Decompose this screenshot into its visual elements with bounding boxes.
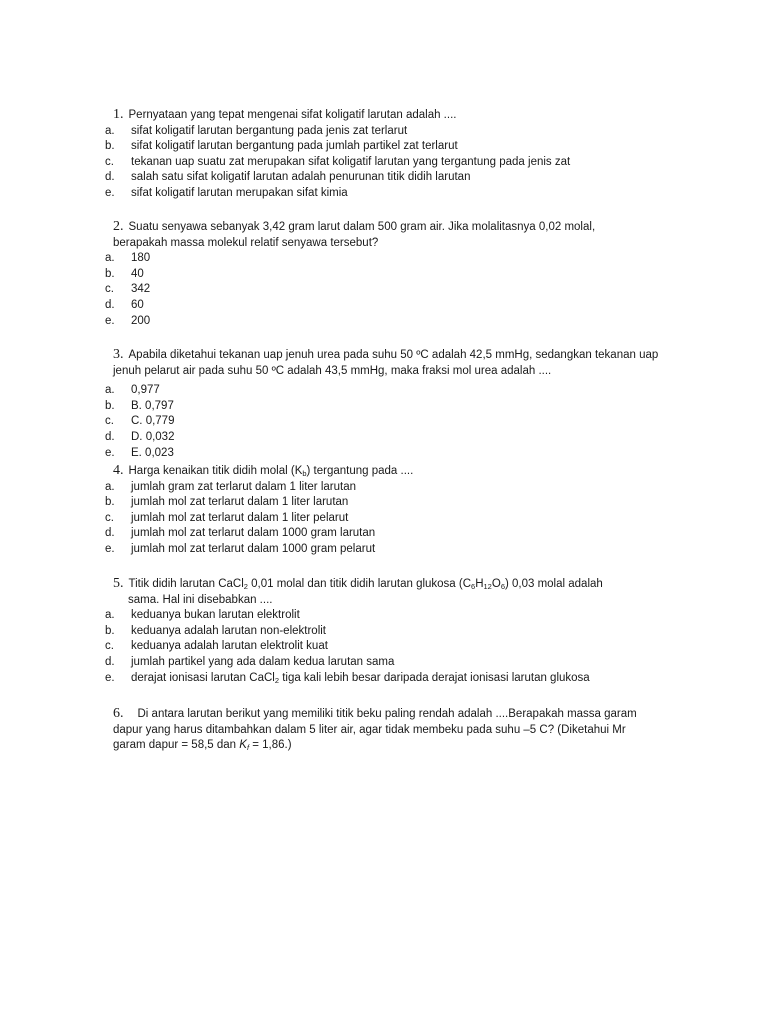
option-label: a.: [105, 609, 115, 622]
option-text-part: derajat ionisasi larutan CaCl: [131, 671, 275, 684]
question-1-stem: [105, 107, 665, 124]
option-4a: [105, 480, 665, 496]
option-5e: [105, 671, 705, 687]
question-text: Di antara larutan berikut yang memiliki titik beku paling rendah adalah ....Berapakah massa garam: [137, 708, 637, 720]
option-3e: [105, 446, 685, 462]
question-2: [105, 219, 665, 329]
question-text-continued: berapakah massa molekul relatif senyawa tersebut?: [113, 236, 379, 249]
option-label: a.: [105, 124, 115, 137]
question-text-part: garam dapur = 58,5 dan: [113, 739, 240, 752]
option-1c: [105, 155, 665, 171]
option-1d: [105, 170, 665, 186]
question-4: [105, 463, 665, 558]
option-text: sifat koligatif larutan merupakan sifat kimia: [131, 186, 348, 199]
subscript: 2: [274, 675, 279, 685]
option-text: jumlah gram zat terlarut dalam 1 liter larutan: [131, 480, 356, 493]
question-text: ) 0,03 molal adalah: [504, 578, 603, 590]
question-text: Apabila diketahui tekanan uap jenuh urea pada suhu 50 ºC adalah 42,5 mmHg, sedangkan tekanan uap: [128, 349, 659, 361]
option-text: tekanan uap suatu zat merupakan sifat koligatif larutan yang tergantung pada jenis zat: [131, 155, 571, 168]
option-label: e.: [105, 671, 115, 684]
question-5: [105, 576, 705, 686]
option-text: [131, 671, 590, 687]
question-6: [105, 706, 705, 754]
option-5a: [105, 608, 705, 624]
option-label: b.: [105, 399, 115, 412]
question-number: 3.: [113, 347, 124, 362]
option-4b: [105, 495, 665, 511]
option-text: jumlah mol zat terlarut dalam 1000 gram larutan: [131, 527, 376, 540]
option-text: 200: [131, 314, 151, 327]
subscript: b: [302, 469, 307, 478]
question-text-continued: sama. Hal ini disebabkan ....: [128, 593, 273, 606]
option-text: keduanya adalah larutan elektrolit kuat: [131, 640, 328, 653]
option-text: E. 0,023: [131, 446, 174, 459]
option-label: d.: [105, 298, 115, 311]
question-text-part: = 1,86.): [249, 739, 292, 752]
subscript: 2: [243, 582, 248, 591]
subscript: 12: [483, 582, 492, 591]
option-label: b.: [105, 267, 115, 280]
option-label: a.: [105, 384, 115, 397]
option-text: B. 0,797: [131, 399, 174, 412]
option-3c: [105, 414, 685, 430]
option-label: c.: [105, 415, 114, 428]
question-text: Suatu senyawa sebanyak 3,42 gram larut dalam 500 gram air. Jika molalitasnya 0,02 molal,: [128, 221, 596, 233]
option-label: b.: [105, 496, 115, 509]
option-label: c.: [105, 155, 114, 168]
option-3b: [105, 399, 685, 415]
question-text-continued: jenuh pelarut air pada suhu 50 ºC adalah 43,5 mmHg, maka fraksi mol urea adalah ....: [113, 364, 552, 377]
constant-symbol: K: [239, 739, 247, 752]
option-label: e.: [105, 314, 115, 327]
option-1e: [105, 186, 665, 202]
question-number: 5.: [113, 576, 124, 591]
option-2d: [105, 298, 665, 314]
option-label: d.: [105, 171, 115, 184]
option-text: 180: [131, 252, 151, 265]
question-number: 4.: [113, 463, 124, 478]
subscript: 6: [471, 582, 476, 591]
option-4d: [105, 526, 665, 542]
question-4-stem: [105, 463, 665, 480]
option-text: keduanya adalah larutan non-elektrolit: [131, 624, 326, 637]
question-1: [105, 107, 665, 202]
option-text: jumlah partikel yang ada dalam kedua larutan sama: [131, 655, 395, 668]
option-3a: [105, 383, 685, 399]
option-4c: [105, 511, 665, 527]
option-text: sifat koligatif larutan bergantung pada jumlah partikel zat terlarut: [131, 140, 458, 153]
option-label: b.: [105, 624, 115, 637]
option-text: 60: [131, 298, 144, 311]
option-4e: [105, 542, 665, 558]
option-text: C. 0,779: [131, 415, 175, 428]
option-label: d.: [105, 655, 115, 668]
question-text-continued: [105, 738, 705, 754]
option-label: b.: [105, 140, 115, 153]
option-label: c.: [105, 511, 114, 524]
option-1a: [105, 124, 665, 140]
option-2b: [105, 267, 665, 283]
question-text: Pernyataan yang tepat mengenai sifat koligatif larutan adalah ....: [128, 109, 457, 121]
option-5d: [105, 655, 705, 671]
option-label: c.: [105, 640, 114, 653]
option-text-part: tiga kali lebih besar daripada derajat ionisasi larutan glukosa: [279, 671, 590, 684]
option-text: jumlah mol zat terlarut dalam 1000 gram pelarut: [131, 542, 376, 555]
question-text-continued: dapur yang harus ditambahkan dalam 5 liter air, agar tidak membeku pada suhu –5 C? (Diketahui Mr: [113, 723, 626, 736]
option-text: salah satu sifat koligatif larutan adalah penurunan titik didih larutan: [131, 171, 471, 184]
option-text: D. 0,032: [131, 430, 175, 443]
subscript: 6: [500, 582, 505, 591]
option-3d: [105, 430, 685, 446]
question-text: Harga kenaikan titik didih molal (K: [128, 465, 303, 477]
option-5b: [105, 624, 705, 640]
option-label: d.: [105, 527, 115, 540]
option-2a: [105, 251, 665, 267]
question-number: 2.: [113, 219, 124, 234]
question-text: 0,01 molal dan titik didih larutan glukosa (C: [247, 578, 472, 590]
option-5c: [105, 639, 705, 655]
option-2e: [105, 314, 665, 330]
option-text: sifat koligatif larutan bergantung pada jenis zat terlarut: [131, 124, 408, 137]
option-label: d.: [105, 430, 115, 443]
question-3: [105, 347, 685, 461]
question-number: 1.: [113, 107, 124, 122]
option-1b: [105, 139, 665, 155]
question-5-stem: [105, 576, 705, 593]
question-number: 6.: [113, 706, 124, 721]
option-2c: [105, 282, 665, 298]
question-6-stem: [105, 706, 705, 723]
question-text: ) tergantung pada ....: [306, 465, 414, 477]
option-text: 0,977: [131, 384, 160, 397]
option-label: a.: [105, 480, 115, 493]
question-text: H: [475, 578, 484, 590]
option-text: jumlah mol zat terlarut dalam 1 liter larutan: [131, 496, 349, 509]
question-2-stem: [105, 219, 665, 236]
option-label: e.: [105, 446, 115, 459]
option-label: a.: [105, 252, 115, 265]
subscript: f: [246, 743, 250, 753]
option-label: e.: [105, 186, 115, 199]
option-text: keduanya bukan larutan elektrolit: [131, 609, 300, 622]
option-text: 40: [131, 267, 144, 280]
question-text: Titik didih larutan CaCl: [128, 578, 244, 590]
question-3-stem: [105, 347, 685, 364]
option-label: c.: [105, 283, 114, 296]
option-text: jumlah mol zat terlarut dalam 1 liter pelarut: [131, 511, 349, 524]
option-label: e.: [105, 542, 115, 555]
question-text: O: [491, 578, 501, 590]
option-text: 342: [131, 283, 151, 296]
